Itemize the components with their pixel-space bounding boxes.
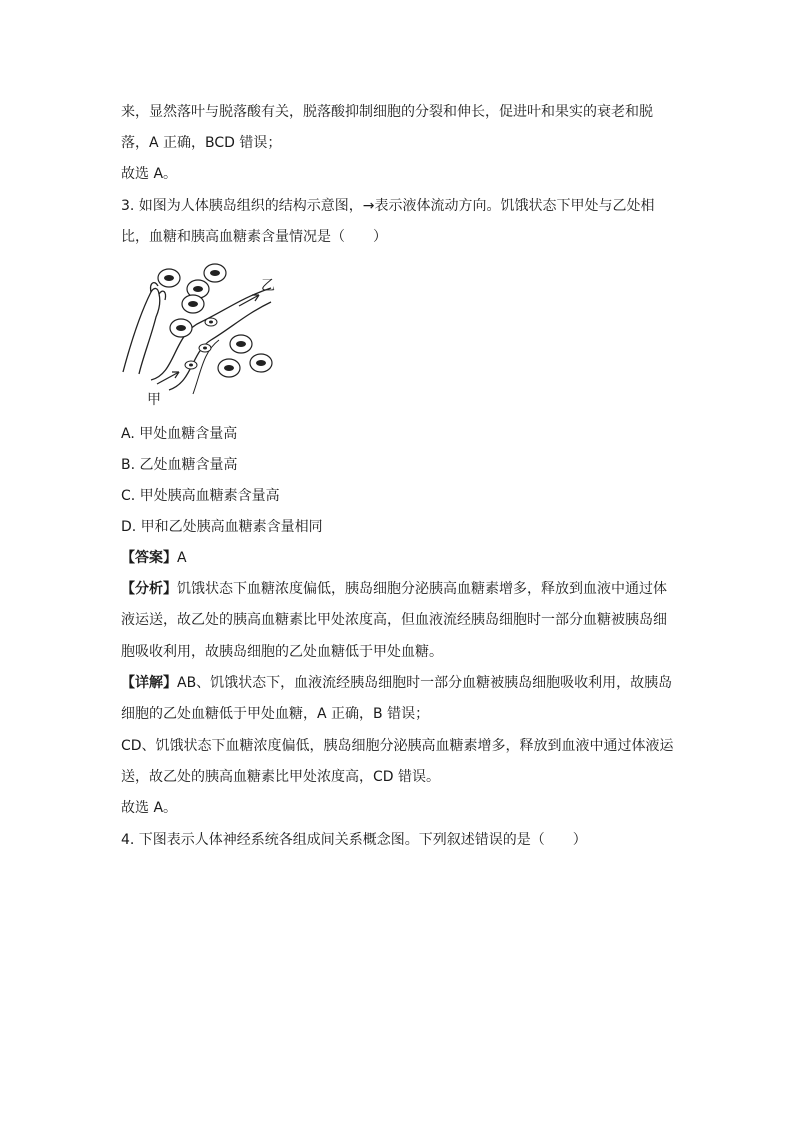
blood-cell-dot xyxy=(189,364,193,367)
blood-cell-dot xyxy=(209,321,213,324)
cell-nucleus xyxy=(256,360,266,366)
cell-nucleus xyxy=(188,301,198,307)
text-line: 来，显然落叶与脱落酸有关，脱落酸抑制细胞的分裂和伸长，促进叶和果实的衰老和脱 xyxy=(121,104,653,120)
option-c: C. 甲处胰高血糖素含量高 xyxy=(121,488,280,504)
analysis-tag: 【分析】 xyxy=(121,581,177,597)
cell-nucleus xyxy=(210,270,220,276)
detail-line-5: 故选 A。 xyxy=(121,800,178,816)
option-d: D. 甲和乙处胰高血糖素含量相同 xyxy=(121,519,323,535)
question-4: 4. 下图表示人体神经系统各组成间关系概念图。下列叙述错误的是（ ） xyxy=(121,832,587,848)
analysis-line-2: 液运送，故乙处的胰高血糖素比甲处浓度高，但血液流经胰岛细胞时一部分血糖被胰岛细 xyxy=(121,612,667,628)
detail-line-4: 送，故乙处的胰高血糖素比甲处浓度高，CD 错误。 xyxy=(121,769,441,785)
analysis-text: 饥饿状态下血糖浓度偏低，胰岛细胞分泌胰高血糖素增多，释放到血液中通过体 xyxy=(177,581,667,597)
label-jia: 甲 xyxy=(147,392,161,408)
cell-nucleus xyxy=(176,325,186,331)
detail-text: AB、饥饿状态下，血液流经胰岛细胞时一部分血糖被胰岛细胞吸收利用，故胰岛 xyxy=(177,675,673,691)
tissue-outline xyxy=(123,288,160,374)
text-line: 落，A 正确，BCD 错误； xyxy=(121,135,282,151)
answer-tag: 【答案】 xyxy=(121,550,177,566)
pancreatic-islet-diagram xyxy=(121,262,291,412)
detail-line-1 xyxy=(121,673,681,693)
question-3-line-2: 比，血糖和胰高血糖素含量情况是（ ） xyxy=(121,229,387,245)
cell-nucleus xyxy=(193,286,203,292)
islet-structure-svg xyxy=(121,262,291,412)
text-line: 故选 A。 xyxy=(121,166,178,182)
answer-value: A xyxy=(177,550,187,566)
blood-cell-dot xyxy=(203,347,207,350)
cell-nucleus xyxy=(164,275,174,281)
analysis-line-1 xyxy=(121,579,681,599)
label-yi: 乙 xyxy=(261,278,275,294)
question-3-line-1: 3. 如图为人体胰岛组织的结构示意图，→表示液体流动方向。饥饿状态下甲处与乙处相 xyxy=(121,198,655,214)
option-b: B. 乙处血糖含量高 xyxy=(121,457,238,473)
detail-line-3: CD、饥饿状态下血糖浓度偏低，胰岛细胞分泌胰高血糖素增多，释放到血液中通过体液运 xyxy=(121,738,674,754)
cell-nucleus xyxy=(224,365,234,371)
option-a: A. 甲处血糖含量高 xyxy=(121,426,238,442)
answer-line xyxy=(121,548,681,568)
detail-line-2: 细胞的乙处血糖低于甲处血糖，A 正确，B 错误； xyxy=(121,706,430,722)
cell-nucleus xyxy=(236,341,246,347)
analysis-line-3: 胞吸收利用，故胰岛细胞的乙处血糖低于甲处血糖。 xyxy=(121,644,443,660)
detail-tag: 【详解】 xyxy=(121,675,177,691)
capillary-wall-inner xyxy=(169,302,271,390)
